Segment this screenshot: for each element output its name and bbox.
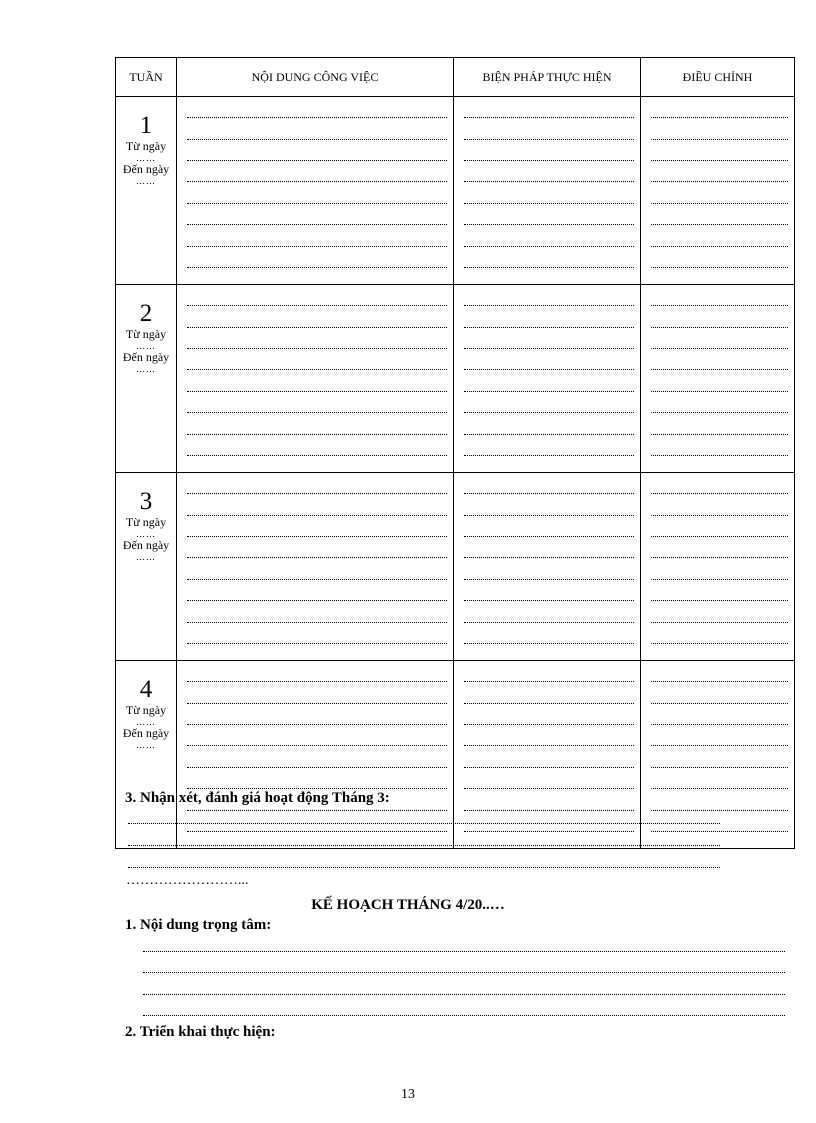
- header-week: TUẦN: [116, 58, 177, 97]
- week-number: 2: [139, 300, 153, 327]
- dotted-line: [187, 580, 447, 601]
- dotted-line: [651, 97, 788, 118]
- to-date-blank: ……: [136, 364, 156, 374]
- method-cell: [454, 473, 641, 661]
- dotted-line: [187, 392, 447, 413]
- dotted-line: [187, 661, 447, 682]
- dotted-line: [187, 725, 447, 746]
- dotted-line: [464, 682, 634, 703]
- focus-line-1: [143, 951, 785, 952]
- dotted-line: [187, 473, 447, 494]
- dotted-line: [651, 516, 788, 537]
- dotted-line: [464, 97, 634, 118]
- review-line-4: ……………………...: [126, 873, 249, 888]
- plan-item-1: 1. Nội dung trọng tâm:: [125, 917, 272, 933]
- adjust-cell: [641, 285, 795, 473]
- dotted-line: [464, 370, 634, 391]
- to-date-label: Đến ngày: [122, 538, 170, 552]
- dotted-line: [464, 704, 634, 725]
- dotted-line: [651, 392, 788, 413]
- header-adjust: ĐIỀU CHỈNH: [641, 58, 795, 97]
- dotted-line: [464, 580, 634, 601]
- dotted-line: [651, 704, 788, 725]
- dotted-line: [187, 413, 447, 434]
- dotted-line: [187, 682, 447, 703]
- dotted-line: [187, 204, 447, 225]
- dotted-line: [464, 306, 634, 327]
- to-date-label: Đến ngày: [122, 162, 170, 176]
- dotted-line: [187, 435, 447, 456]
- week-cell: [116, 285, 177, 473]
- dotted-line: [464, 789, 634, 810]
- dotted-line: [187, 537, 447, 558]
- week-number: 3: [139, 488, 153, 515]
- week-row: [116, 285, 795, 473]
- dotted-line: [187, 601, 447, 622]
- dotted-line: [651, 140, 788, 161]
- dotted-line: [464, 725, 634, 746]
- dotted-line: [187, 161, 447, 182]
- from-date-label: Từ ngày: [125, 139, 167, 153]
- dotted-line: [651, 370, 788, 391]
- dotted-line: [651, 118, 788, 139]
- dotted-line: [187, 494, 447, 515]
- content-cell: [177, 285, 454, 473]
- week-row: [116, 661, 795, 849]
- dotted-line: [651, 537, 788, 558]
- header-method-label: BIỆN PHÁP THỰC HIỆN: [482, 70, 612, 84]
- dotted-line: [651, 623, 788, 644]
- dotted-line: [464, 768, 634, 789]
- dotted-line: [651, 473, 788, 494]
- dotted-line: [464, 413, 634, 434]
- dotted-line: [651, 746, 788, 767]
- dotted-line: [464, 473, 634, 494]
- dotted-line: [187, 349, 447, 370]
- from-date-blank: ……: [136, 153, 156, 163]
- dotted-line: [187, 140, 447, 161]
- to-date-blank: ……: [136, 176, 156, 186]
- dotted-line: [464, 537, 634, 558]
- dotted-line: [464, 328, 634, 349]
- dotted-line: [651, 306, 788, 327]
- dotted-line: [651, 413, 788, 434]
- to-date-blank: ……: [136, 740, 156, 750]
- adjust-cell: [641, 661, 795, 849]
- dotted-line: [651, 247, 788, 268]
- dotted-line: [651, 225, 788, 246]
- dotted-line: [651, 182, 788, 203]
- page-number: 13: [401, 1087, 415, 1102]
- weekly-plan-table: [115, 57, 795, 849]
- dotted-line: [187, 811, 447, 832]
- dotted-line: [187, 225, 447, 246]
- dotted-line: [651, 494, 788, 515]
- dotted-line: [187, 97, 447, 118]
- dotted-line: [651, 682, 788, 703]
- dotted-line: [464, 285, 634, 306]
- dotted-line: [464, 161, 634, 182]
- dotted-line: [464, 746, 634, 767]
- dotted-line: [464, 247, 634, 268]
- plan-item-2: 2. Triển khai thực hiện:: [125, 1024, 276, 1040]
- from-date-blank: ……: [136, 717, 156, 727]
- dotted-line: [651, 768, 788, 789]
- review-line-2: [128, 845, 720, 846]
- dotted-line: [187, 182, 447, 203]
- dotted-line: [187, 118, 447, 139]
- dotted-line: [464, 182, 634, 203]
- dotted-line: [464, 623, 634, 644]
- week-number: 1: [139, 112, 153, 139]
- dotted-line: [651, 789, 788, 810]
- method-cell: [454, 661, 641, 849]
- dotted-line: [464, 140, 634, 161]
- dotted-line: [651, 204, 788, 225]
- content-cell: [177, 473, 454, 661]
- dotted-line: [651, 285, 788, 306]
- from-date-label: Từ ngày: [125, 515, 167, 529]
- dotted-line: [187, 370, 447, 391]
- dotted-line: [651, 580, 788, 601]
- header-method: [454, 58, 641, 97]
- to-date-label: Đến ngày: [122, 726, 170, 740]
- dotted-line: [187, 247, 447, 268]
- dotted-line: [651, 558, 788, 579]
- focus-line-3: [143, 994, 785, 995]
- week-cell: [116, 97, 177, 285]
- method-cell: [454, 97, 641, 285]
- from-date-label: Từ ngày: [125, 327, 167, 341]
- dotted-line: [187, 306, 447, 327]
- week-cell: [116, 661, 177, 849]
- dotted-line: [187, 704, 447, 725]
- dotted-line: [651, 161, 788, 182]
- week-number: 4: [139, 676, 153, 703]
- to-date-label: Đến ngày: [122, 350, 170, 364]
- dotted-line: [187, 328, 447, 349]
- dotted-line: [464, 661, 634, 682]
- focus-line-2: [143, 972, 785, 973]
- dotted-line: [187, 768, 447, 789]
- dotted-line: [464, 558, 634, 579]
- dotted-line: [187, 558, 447, 579]
- dotted-line: [464, 601, 634, 622]
- dotted-line: [651, 349, 788, 370]
- dotted-line: [464, 811, 634, 832]
- review-heading: 3. Nhận xét, đánh giá hoạt động Tháng 3:: [125, 790, 390, 806]
- from-date-blank: ……: [136, 341, 156, 351]
- dotted-line: [464, 204, 634, 225]
- dotted-line: [187, 746, 447, 767]
- to-date-blank: ……: [136, 552, 156, 562]
- dotted-line: [464, 392, 634, 413]
- adjust-cell: [641, 97, 795, 285]
- week-rows: [116, 97, 795, 849]
- dotted-line: [651, 601, 788, 622]
- dotted-line: [464, 435, 634, 456]
- review-line-3: [128, 867, 720, 868]
- dotted-line: [651, 811, 788, 832]
- content-cell: [177, 97, 454, 285]
- dotted-line: [187, 623, 447, 644]
- focus-line-4: [143, 1015, 785, 1016]
- plan-title: KẾ HOẠCH THÁNG 4/20..…: [311, 897, 505, 913]
- dotted-line: [187, 516, 447, 537]
- week-row: [116, 97, 795, 285]
- dotted-line: [651, 435, 788, 456]
- method-cell: [454, 285, 641, 473]
- dotted-line: [464, 516, 634, 537]
- content-cell: [177, 661, 454, 849]
- dotted-line: [464, 225, 634, 246]
- dotted-line: [464, 349, 634, 370]
- adjust-cell: [641, 473, 795, 661]
- from-date-blank: ……: [136, 529, 156, 539]
- week-cell: [116, 473, 177, 661]
- dotted-line: [187, 285, 447, 306]
- week-row: [116, 473, 795, 661]
- dotted-line: [464, 494, 634, 515]
- header-content: NỘI DUNG CÔNG VIỆC: [177, 58, 454, 97]
- dotted-line: [651, 661, 788, 682]
- dotted-line: [464, 118, 634, 139]
- dotted-line: [651, 725, 788, 746]
- review-line-1: [128, 823, 720, 824]
- from-date-label: Từ ngày: [125, 703, 167, 717]
- dotted-line: [651, 328, 788, 349]
